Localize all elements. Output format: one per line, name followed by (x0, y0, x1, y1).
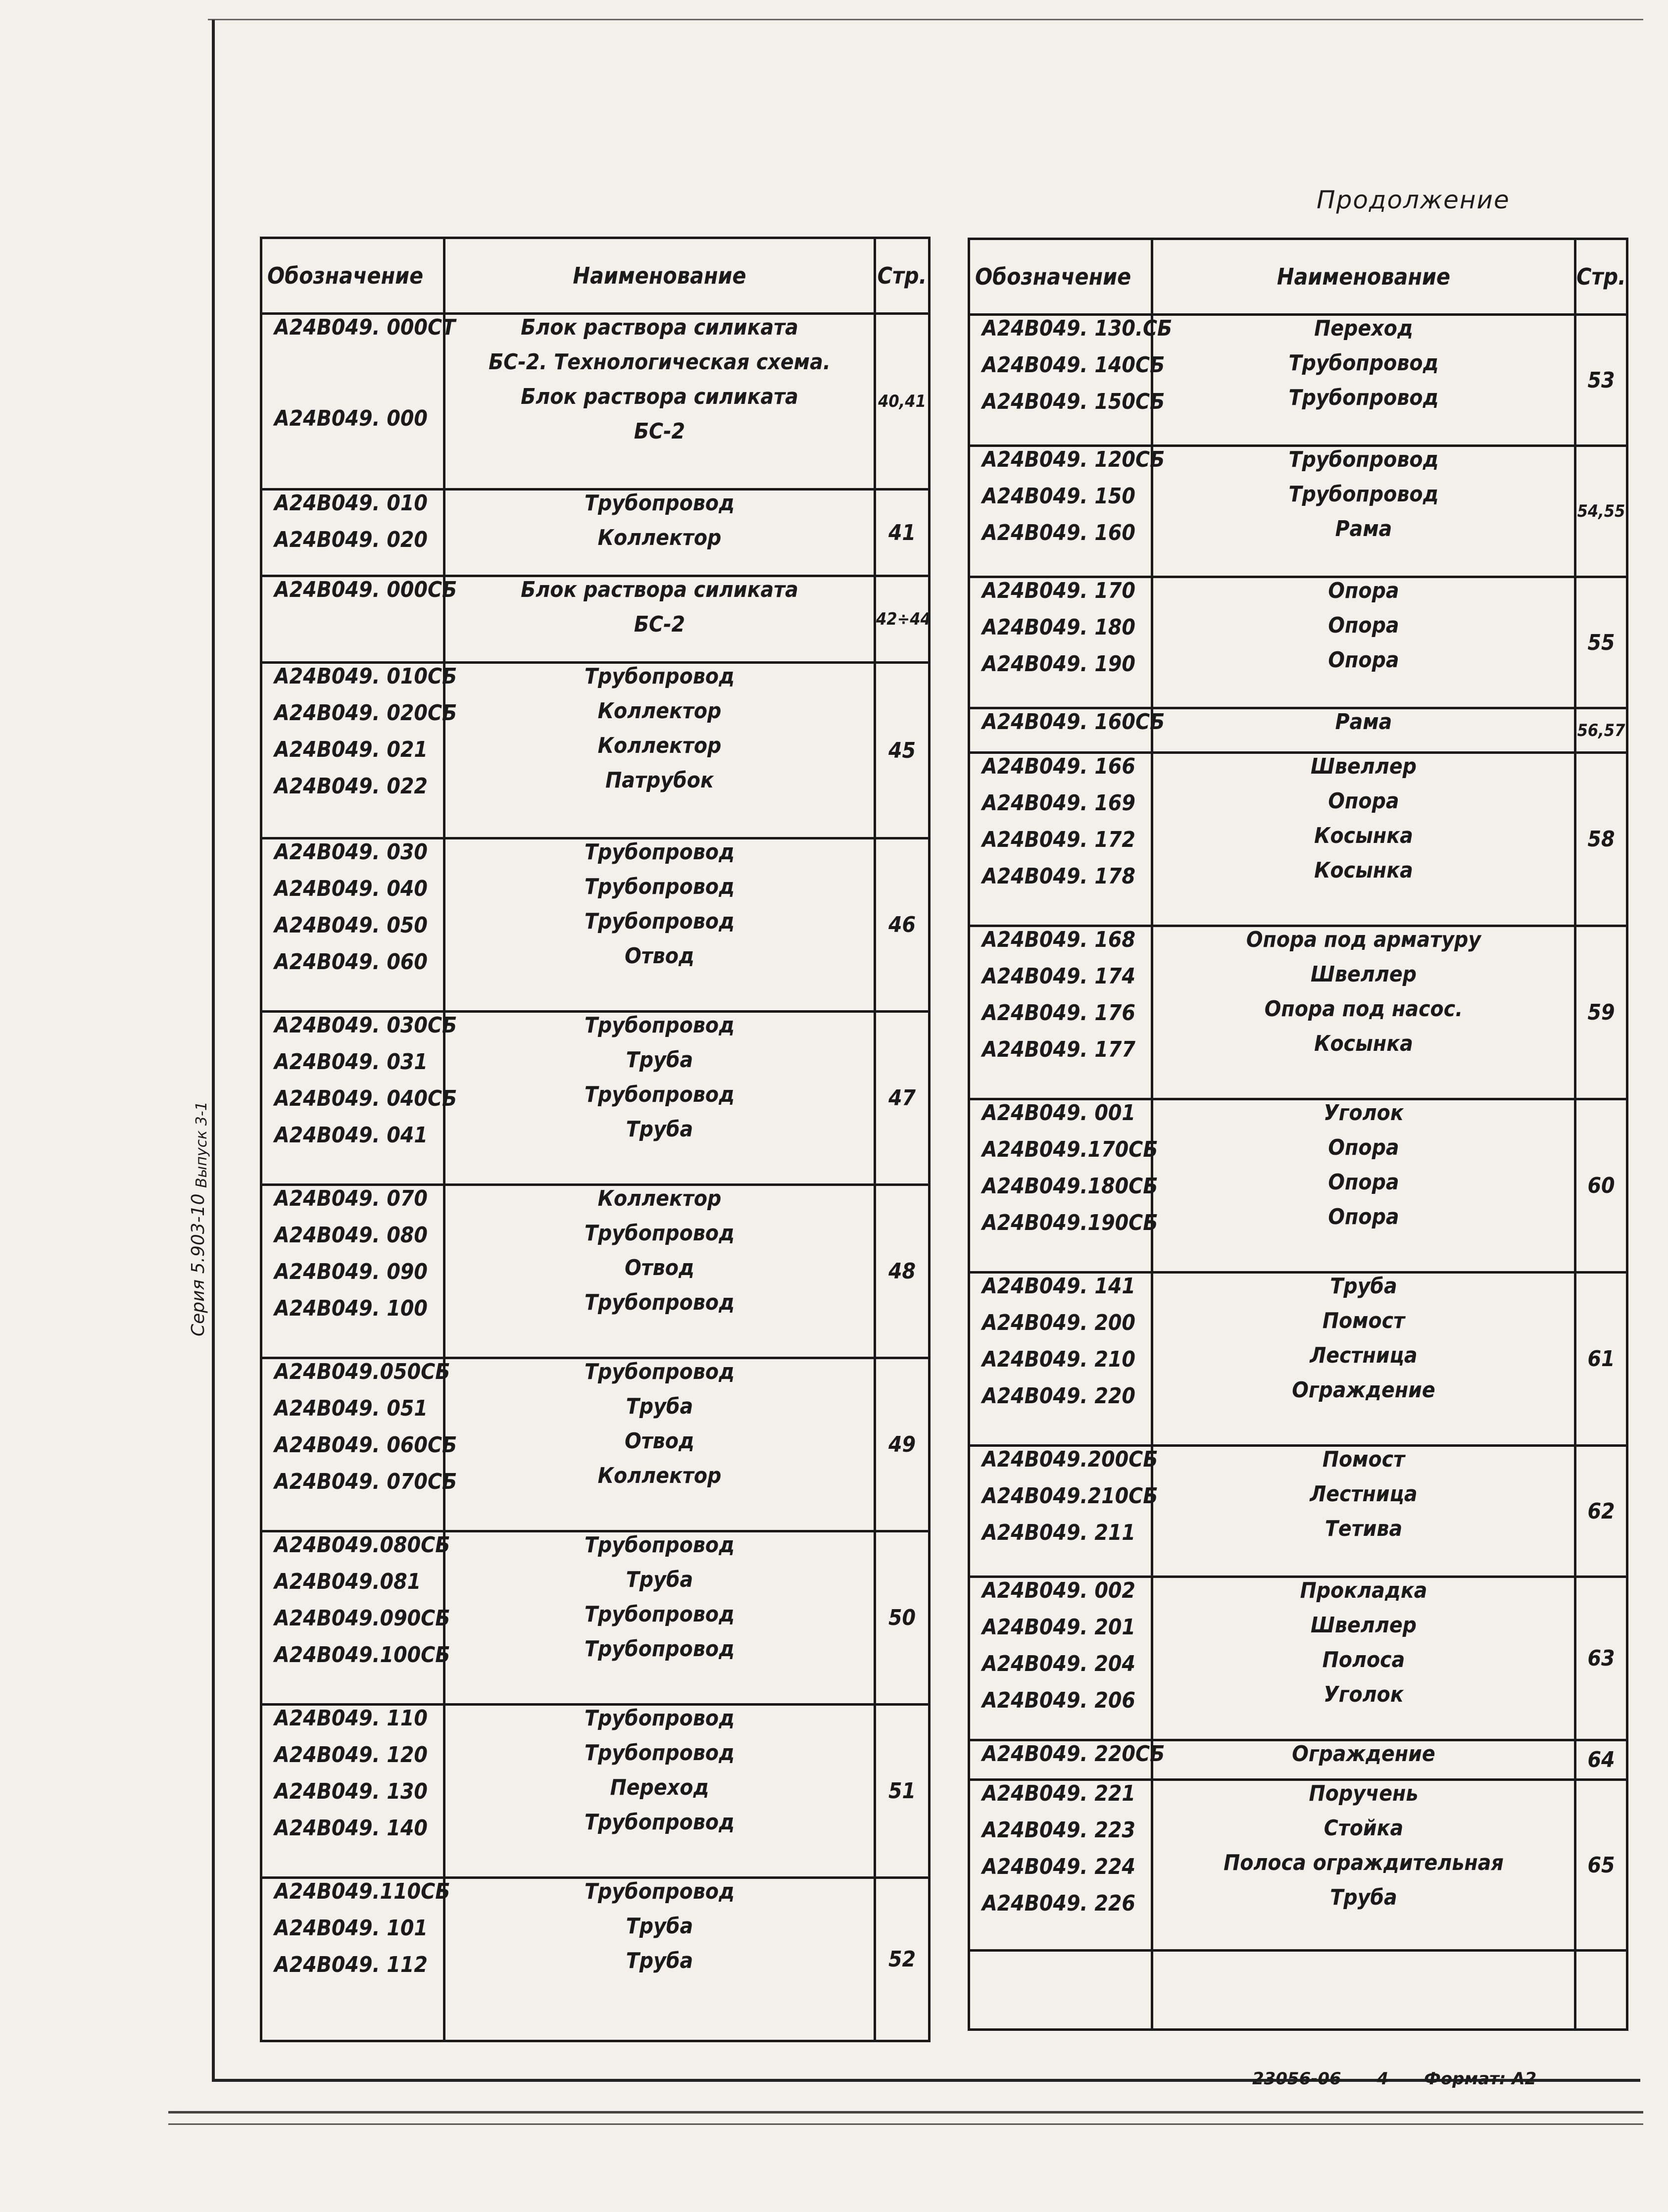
name-cell (444, 1705, 875, 1878)
designation-code: А24В049. 150 (982, 484, 1135, 509)
designation-code: А24В049. 030 (274, 839, 428, 865)
page-number: 52 (875, 1878, 930, 2041)
item-name: Опора (1328, 578, 1399, 603)
item-name: Трубопровод (584, 1879, 735, 1904)
table-row (969, 1099, 1627, 1273)
code-cell (969, 446, 1165, 577)
item-name: Патрубок (605, 768, 714, 793)
header-code: Обозначение (261, 238, 444, 314)
designation-code: А24В049. 100 (274, 1296, 428, 1321)
item-name: Коллектор (597, 698, 722, 724)
item-name: БС-2. Технологическая схема. (489, 349, 831, 375)
designation-code: А24В049. 000 (274, 406, 428, 431)
name-cell (444, 1531, 875, 1705)
page-number: 49 (875, 1358, 930, 1531)
item-name: Труба (626, 1117, 693, 1142)
name-cell (444, 838, 875, 1012)
designation-code: А24В049.210СБ (982, 1483, 1158, 1509)
designation-code: А24В049. 170 (982, 578, 1135, 603)
page-number (1575, 1951, 1627, 2030)
designation-code: А24В049.080СБ (274, 1532, 450, 1558)
designation-code: А24В049. 040 (274, 876, 428, 901)
code-cell (969, 1951, 1152, 2030)
designation-code: А24В049. 020 (274, 527, 428, 552)
title-stamp (1252, 2069, 1566, 2089)
item-name: Помост (1322, 1447, 1405, 1472)
issue-label: Выпуск 3-1 (193, 1101, 210, 1188)
code-cell (969, 1446, 1158, 1577)
item-name: Трубопровод (584, 909, 735, 934)
header-name: Наименование (1152, 239, 1575, 315)
item-name: Швеллер (1310, 1613, 1417, 1638)
item-name: Переход (1314, 316, 1413, 341)
name-cell (1152, 708, 1575, 753)
name-cell (444, 1878, 875, 2041)
code-cell (261, 314, 456, 490)
item-name: Лестница (1310, 1343, 1418, 1368)
table-row (261, 838, 930, 1012)
item-name: Трубопровод (584, 664, 735, 689)
designation-code: А24В049. 223 (982, 1818, 1135, 1843)
item-name: Поручень (1309, 1781, 1419, 1806)
designation-code: А24В049. 169 (982, 790, 1135, 816)
continuation-label: Продолжение (1317, 186, 1510, 214)
item-name: Отвод (625, 1255, 694, 1280)
item-name: Трубопровод (1288, 482, 1439, 507)
table-row (969, 753, 1627, 926)
page-number: 51 (875, 1705, 930, 1878)
item-name: Косынка (1314, 858, 1413, 883)
name-cell (444, 663, 875, 838)
item-name: Лестница (1310, 1481, 1418, 1507)
item-name: Опора (1328, 788, 1399, 814)
code-cell (969, 1780, 1152, 1951)
table-row (969, 708, 1627, 753)
code-cell (261, 576, 457, 663)
item-name: Косынка (1314, 1031, 1413, 1056)
designation-code: А24В049. 020СБ (274, 700, 457, 726)
designation-code: А24В049.110СБ (274, 1879, 450, 1904)
designation-code: А24В049. 051 (274, 1396, 428, 1421)
table-row (969, 315, 1627, 446)
page-number: 63 (1575, 1577, 1627, 1740)
item-name: Швеллер (1310, 962, 1417, 987)
item-name: Трубопровод (584, 1602, 735, 1627)
item-name: Опора (1328, 1135, 1399, 1160)
item-name: Трубопровод (584, 1359, 735, 1384)
designation-code: А24В049. 030СБ (274, 1013, 457, 1038)
item-name: Коллектор (597, 733, 722, 758)
item-name: Полоса (1322, 1647, 1405, 1672)
item-name: Трубопровод (584, 839, 735, 865)
designation-code: А24В049. 080 (274, 1223, 428, 1248)
designation-code: А24В049. 022 (274, 774, 428, 799)
code-cell (969, 1740, 1165, 1780)
item-name: Уголок (1324, 1100, 1404, 1126)
table-row (261, 314, 930, 490)
code-cell (969, 1577, 1152, 1740)
table-row (261, 1185, 930, 1358)
name-cell (444, 576, 875, 663)
designation-code: А24В049.200СБ (982, 1447, 1158, 1472)
designation-code: А24В049. 220 (982, 1383, 1135, 1409)
page-number: 47 (875, 1012, 930, 1185)
item-name: Прокладка (1300, 1578, 1427, 1603)
item-name: Трубопровод (584, 1810, 735, 1835)
name-cell (1152, 753, 1575, 926)
designation-code: А24В049.100СБ (274, 1642, 450, 1668)
designation-code: А24В049. 176 (982, 1000, 1135, 1026)
code-cell (969, 926, 1152, 1099)
table-row (261, 1012, 930, 1185)
designation-code: А24В049. 160СБ (982, 709, 1165, 735)
table-row (969, 446, 1627, 577)
designation-code: А24В049. 140 (274, 1816, 428, 1841)
name-cell (1152, 1577, 1575, 1740)
header-code: Обозначение (969, 239, 1152, 315)
designation-code: А24В049. 090 (274, 1259, 428, 1284)
designation-code: А24В049. 130.СБ (982, 316, 1173, 341)
item-name: Отвод (625, 943, 694, 969)
item-name: Рама (1335, 709, 1392, 735)
designation-code: А24В049. 190 (982, 651, 1135, 677)
table-row (261, 1531, 930, 1705)
table-row (261, 576, 930, 663)
page-number: 55 (1575, 577, 1627, 708)
name-cell (1152, 1273, 1575, 1446)
table-row (261, 1878, 930, 2041)
item-name: Помост (1322, 1308, 1405, 1333)
code-cell (261, 1358, 457, 1531)
item-name: Труба (1330, 1885, 1397, 1910)
series-label: Серия 5.903-10 (188, 1193, 208, 1336)
designation-code: А24В049. 130 (274, 1779, 428, 1804)
table-row (969, 1577, 1627, 1740)
code-cell (969, 577, 1152, 708)
designation-code: А24В049. 180 (982, 615, 1135, 640)
page-number: 50 (875, 1531, 930, 1705)
table-row (969, 1273, 1627, 1446)
code-cell (261, 490, 444, 576)
table-header-row (261, 238, 930, 314)
page-number: 42÷44 (875, 576, 930, 663)
item-name: Трубопровод (584, 491, 735, 516)
item-name: БС-2 (634, 419, 686, 444)
frame-bottom-line-2 (168, 2123, 1643, 2125)
name-cell (444, 314, 875, 490)
designation-code: А24В049.050СБ (274, 1359, 450, 1384)
name-cell (444, 1185, 875, 1358)
table-row (261, 1705, 930, 1878)
designation-code: А24В049. 010 (274, 491, 428, 516)
designation-code: А24В049. 174 (982, 964, 1135, 989)
code-cell (969, 708, 1165, 753)
item-name: Трубопровод (1288, 385, 1439, 410)
header-page: Стр. (875, 238, 930, 314)
designation-code: А24В049. 002 (982, 1578, 1135, 1603)
designation-code: А24В049. 010СБ (274, 664, 457, 689)
item-name: Трубопровод (584, 1636, 735, 1662)
designation-code: А24В049. 150СБ (982, 389, 1165, 414)
item-name: Ограждение (1292, 1741, 1435, 1767)
item-name: Коллектор (597, 1463, 722, 1488)
right-spec-table (968, 238, 1628, 2031)
item-name: Трубопровод (1288, 447, 1439, 472)
table-header-row (969, 239, 1627, 315)
item-name: Уголок (1324, 1682, 1404, 1707)
code-cell (969, 315, 1173, 446)
designation-code: А24В049.190СБ (982, 1210, 1158, 1235)
designation-code: А24В049. 221 (982, 1781, 1135, 1806)
page-number: 59 (1575, 926, 1627, 1099)
code-cell (261, 1878, 450, 2041)
item-name: Труба (626, 1567, 693, 1592)
header-name: Наименование (444, 238, 875, 314)
designation-code: А24В049.180СБ (982, 1174, 1158, 1199)
table-row (969, 577, 1627, 708)
page-number: 62 (1575, 1446, 1627, 1577)
code-cell (261, 1012, 457, 1185)
designation-code: А24В049. 040СБ (274, 1086, 457, 1111)
designation-code (262, 360, 443, 406)
page-number: 54,55 (1575, 446, 1627, 577)
item-name: Косынка (1314, 823, 1413, 848)
code-cell (969, 753, 1152, 926)
designation-code: А24В049. 000СБ (274, 577, 457, 602)
item-name: Трубопровод (584, 1740, 735, 1766)
left-spec-table (260, 237, 931, 2042)
designation-code: А24В049. 031 (274, 1049, 428, 1075)
stamp-format: Формат: А2 (1424, 2069, 1537, 2089)
stamp-sheet-number: 4 (1376, 2069, 1389, 2089)
table-row (969, 926, 1627, 1099)
item-name: Опора под насос. (1264, 996, 1463, 1022)
page-number: 60 (1575, 1099, 1627, 1273)
designation-code: А24В049. 120 (274, 1742, 428, 1768)
item-name: Опора (1328, 1170, 1399, 1195)
page-number: 58 (1575, 753, 1627, 926)
page-number: 40,41 (875, 314, 930, 490)
page-number: 53 (1575, 315, 1627, 446)
item-name: Труба (1330, 1274, 1397, 1299)
item-name: Тетива (1325, 1516, 1403, 1541)
designation-code: А24В049. 160 (982, 520, 1135, 545)
name-cell (444, 1358, 875, 1531)
designation-code: А24В049. 210 (982, 1347, 1135, 1372)
designation-code: А24В049. 200 (982, 1310, 1135, 1335)
page-number: 65 (1575, 1780, 1627, 1951)
code-cell (261, 838, 444, 1012)
page-number: 61 (1575, 1273, 1627, 1446)
code-cell (261, 1531, 450, 1705)
code-cell (261, 1185, 444, 1358)
stamp-doc-number: 23056-06 (1252, 2069, 1341, 2089)
page-number: 56,57 (1575, 708, 1627, 753)
page-number: 64 (1575, 1740, 1627, 1780)
item-name: БС-2 (634, 612, 686, 637)
name-cell (1152, 315, 1575, 446)
right-table-body (969, 315, 1627, 2030)
item-name: Труба (626, 1914, 693, 1939)
item-name: Опора (1328, 1204, 1399, 1229)
page-number: 46 (875, 838, 930, 1012)
code-cell (969, 1273, 1152, 1446)
page-number: 48 (875, 1185, 930, 1358)
header-page: Стр. (1575, 239, 1627, 315)
designation-code: А24В049. 021 (274, 737, 428, 762)
designation-code: А24В049. 177 (982, 1037, 1135, 1062)
item-name: Опора (1328, 647, 1399, 673)
name-cell (1152, 446, 1575, 577)
designation-code: А24В049. 168 (982, 927, 1135, 952)
designation-code (970, 1952, 1151, 1988)
designation-code: А24В049. 211 (982, 1520, 1135, 1545)
item-name: Ограждение (1292, 1377, 1435, 1403)
item-name: Коллектор (597, 1186, 722, 1211)
item-name: Коллектор (597, 525, 722, 550)
item-name: Опора (1328, 613, 1399, 638)
designation-code: А24В049. 178 (982, 864, 1135, 889)
name-cell (1152, 1740, 1575, 1780)
item-name: Рама (1335, 516, 1392, 541)
designation-code: А24В049. 120СБ (982, 447, 1165, 472)
table-row (969, 1446, 1627, 1577)
table-row (261, 490, 930, 576)
designation-code: А24В049. 172 (982, 827, 1135, 852)
item-name: Трубопровод (1288, 350, 1439, 376)
name-cell (1152, 1780, 1575, 1951)
designation-code: А24В049.170СБ (982, 1137, 1158, 1162)
item-name: Полоса ограждительная (1224, 1850, 1504, 1875)
code-cell (969, 1099, 1158, 1273)
name-cell (1152, 577, 1575, 708)
item-name: Блок раствора силиката (521, 577, 798, 602)
table-row (261, 663, 930, 838)
designation-code: А24В049. 141 (982, 1274, 1135, 1299)
table-row (969, 1780, 1627, 1951)
designation-code: А24В049. 226 (982, 1891, 1135, 1916)
item-name: Блок раствора силиката (521, 315, 798, 340)
item-name: Трубопровод (584, 1082, 735, 1107)
designation-code: А24В049. 050 (274, 913, 428, 938)
item-name: Труба (626, 1948, 693, 1973)
left-table-body (261, 314, 930, 2041)
designation-code: А24В049.090СБ (274, 1606, 450, 1631)
designation-code: А24В049. 201 (982, 1615, 1135, 1640)
item-name: Трубопровод (584, 1013, 735, 1038)
designation-code: А24В049. 001 (982, 1100, 1135, 1126)
item-name: Трубопровод (584, 874, 735, 899)
designation-code: А24В049. 112 (274, 1952, 428, 1977)
table-row (969, 1951, 1627, 2030)
code-cell (261, 663, 457, 838)
page-number: 45 (875, 663, 930, 838)
designation-code: А24В049. 060 (274, 949, 428, 975)
name-cell (444, 1012, 875, 1185)
item-name: Швеллер (1310, 754, 1417, 779)
designation-code: А24В049. 000СТ (274, 315, 456, 340)
item-name: Труба (626, 1394, 693, 1419)
designation-code: А24В049.081 (274, 1569, 421, 1594)
item-name: Трубопровод (584, 1221, 735, 1246)
item-name: Стойка (1324, 1816, 1404, 1841)
name-cell (444, 490, 875, 576)
name-cell (1152, 1446, 1575, 1577)
item-name: Трубопровод (584, 1706, 735, 1731)
frame-bottom-line (168, 2111, 1643, 2114)
item-name: Труба (626, 1047, 693, 1073)
designation-code: А24В049. 101 (274, 1916, 428, 1941)
item-name: Трубопровод (584, 1290, 735, 1315)
designation-code: А24В049. 206 (982, 1688, 1135, 1713)
designation-code: А24В049. 070СБ (274, 1469, 457, 1494)
item-name (1153, 1952, 1574, 1986)
designation-code: А24В049. 110 (274, 1706, 428, 1731)
designation-code: А24В049. 060СБ (274, 1432, 457, 1458)
name-cell (1152, 1099, 1575, 1273)
designation-code: А24В049. 140СБ (982, 352, 1165, 378)
designation-code: А24В049. 070 (274, 1186, 428, 1211)
code-cell (261, 1705, 444, 1878)
designation-code: А24В049. 220СБ (982, 1741, 1165, 1767)
item-name: Трубопровод (584, 1532, 735, 1558)
name-cell (1152, 1951, 1575, 2030)
item-name: Опора под арматуру (1246, 927, 1481, 952)
designation-code: А24В049. 224 (982, 1854, 1135, 1879)
table-row (261, 1358, 930, 1531)
table-row (969, 1740, 1627, 1780)
designation-code: А24В049. 041 (274, 1123, 428, 1148)
item-name: Переход (610, 1775, 709, 1800)
designation-code: А24В049. 166 (982, 754, 1135, 779)
page-number: 41 (875, 490, 930, 576)
name-cell (1152, 926, 1575, 1099)
item-name: Отвод (625, 1428, 694, 1454)
item-name: Блок раствора силиката (521, 384, 798, 409)
designation-code: А24В049. 204 (982, 1651, 1135, 1676)
